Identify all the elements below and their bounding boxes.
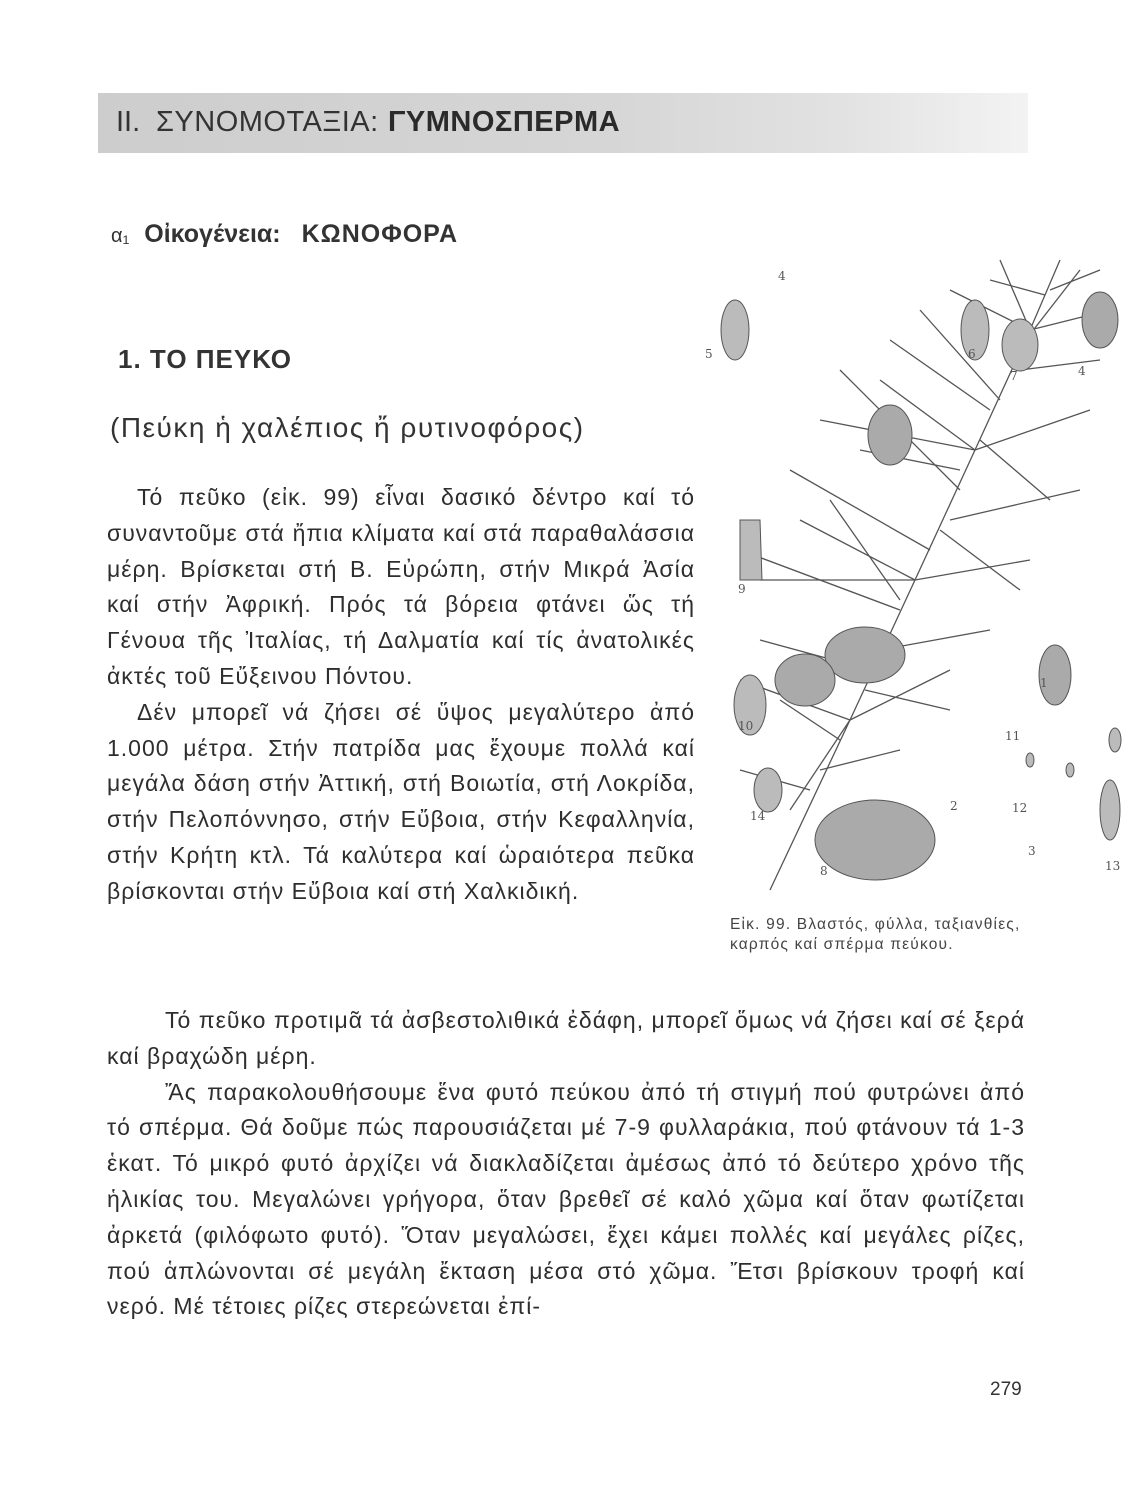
paragraph: Τό πεῦκο προτιμᾶ τά ἀσβεστολιθικά ἐδάφη, μπορεῖ ὅμως νά ζήσει καί σέ ξερά καί βραχώδη μέρη. <box>107 1007 1025 1069</box>
pine-branch-drawing <box>700 250 1123 915</box>
column-text <box>107 480 695 910</box>
botanical-details <box>721 300 1121 840</box>
pine-needles <box>740 260 1110 890</box>
svg-text:7: 7 <box>1010 369 1018 383</box>
svg-text:2: 2 <box>950 799 958 813</box>
full-width-text <box>107 1003 1025 1325</box>
svg-text:13: 13 <box>1105 859 1121 873</box>
pine-illustration <box>700 250 1123 915</box>
article-title: 1. ΤΟ ΠΕΥΚΟ <box>118 344 293 374</box>
svg-text:6: 6 <box>968 347 976 361</box>
section-roman-numeral: II. <box>116 106 141 138</box>
svg-text:12: 12 <box>1012 801 1028 815</box>
family-prefix: α₁ <box>111 225 130 247</box>
section-banner <box>98 93 1028 153</box>
svg-text:4: 4 <box>778 269 786 283</box>
svg-text:5: 5 <box>705 347 713 361</box>
svg-text:10: 10 <box>738 719 754 733</box>
svg-text:1: 1 <box>1040 676 1048 690</box>
section-label: ΣΥΝΟΜΟΤΑΞΙΑ: <box>156 106 379 138</box>
svg-text:11: 11 <box>1005 729 1021 743</box>
svg-text:9: 9 <box>738 582 746 596</box>
svg-text:8: 8 <box>820 864 828 878</box>
article-subtitle: (Πεύκη ἡ χαλέπιος ἤ ρυτινοφόρος) <box>110 412 585 443</box>
family-label: Οἰκογένεια: <box>144 220 281 248</box>
figure-caption: Εἰκ. 99. Βλαστός, φύλλα, ταξιανθίες, καρπός καί σπέρμα πεύκου. <box>730 916 1021 953</box>
paragraph: Δέν μπορεῖ νά ζήσει σέ ὕψος μεγαλύτερο ἀπό 1.000 μέτρα. Στήν πατρίδα μας ἔχουμε πολλά καί μεγάλα δάση στήν Ἀττική, στή Βοιωτία, στή Λοκρίδα, στήν Πελοπόννησο, στήν Εὔβοια, στήν Κεφαλληνία, στήν Κρήτη κτλ. Τά καλύτερα καί ὡραιότερα πεῦκα βρίσκονται στήν Εὔβοια καί στή Χαλκιδική. <box>107 698 695 904</box>
section-name: ΓΥΜΝΟΣΠΕΡΜΑ <box>388 106 621 138</box>
svg-text:3: 3 <box>1028 844 1036 858</box>
paragraph: Τό πεῦκο (εἰκ. 99) εἶναι δασικό δέντρο καί τό συναντοῦμε στά ἤπια κλίματα καί στά παραθαλάσσια μέρη. Βρίσκεται στή Β. Εὐρώπη, στήν Μικρά Ἀσία καί στήν Ἀφρική. Πρός τά βόρεια φτάνει ὥς τή Γένουα τῆς Ἰταλίας, τή Δαλματία καί τίς ἀνατολικές ἀκτές τοῦ Εὔξεινου Πόντου. <box>107 484 695 689</box>
paragraph: Ἄς παρακολουθήσουμε ἕνα φυτό πεύκου ἀπό τή στιγμή πού φυτρώνει ἀπό τό σπέρμα. Θά δοῦμε πώς παρουσιάζεται μέ 7-9 φυλλαράκια, πού φτάνουν τά 1-3 ἑκατ. Τό μικρό φυτό ἀρχίζει νά διακλαδίζεται ἀμέσως ἀπό τό δεύτερο χρόνο τῆς ἡλικίας του. Μεγαλώνει γρήγορα, ὅταν βρεθεῖ σέ καλό χῶμα καί ὅταν φωτίζεται ἀρκετά (φιλόφωτο φυτό). Ὅταν μεγαλώσει, ἔχει κάμει πολλές καί μεγάλες ρίζες, πού ἁπλώνονται σέ μεγάλη ἔκταση μέσα στό χῶμα. Ἔτσι βρίσκουν τροφή καί νερό. Μέ τέτοιες ρίζες στερεώνεται ἐπί- <box>107 1078 1025 1320</box>
family-heading <box>111 220 458 249</box>
page-number: 279 <box>990 1379 1022 1400</box>
family-name: ΚΩΝΟΦΟΡΑ <box>301 220 459 248</box>
svg-text:4: 4 <box>1078 364 1086 378</box>
svg-text:14: 14 <box>750 809 766 823</box>
